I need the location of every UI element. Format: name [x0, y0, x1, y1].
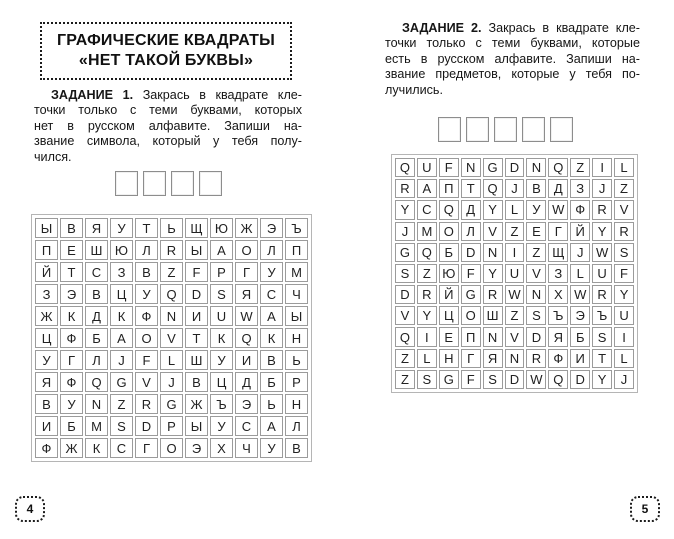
letter-cell: N	[505, 349, 525, 368]
letter-cell: J	[505, 179, 525, 198]
task2-line: звание предметов, которые у тебя по-	[385, 67, 640, 82]
letter-cell: П	[35, 240, 58, 260]
letter-cell: С	[110, 438, 133, 458]
task1-letter-grid	[31, 214, 312, 462]
letter-cell: Л	[135, 240, 158, 260]
letter-cell: Ж	[185, 394, 208, 414]
answer-box	[550, 117, 573, 142]
letter-cell: Ш	[483, 306, 503, 325]
letter-cell: Й	[439, 285, 459, 304]
letter-cell: J	[110, 350, 133, 370]
letter-cell: G	[461, 285, 481, 304]
letter-cell: З	[110, 262, 133, 282]
letter-cell: Т	[461, 179, 481, 198]
letter-cell: Г	[135, 438, 158, 458]
letter-cell: Z	[505, 306, 525, 325]
letter-cell: В	[260, 350, 283, 370]
letter-cell: К	[85, 438, 108, 458]
letter-cell: N	[461, 158, 481, 177]
letter-cell: Y	[395, 200, 415, 219]
letter-cell: В	[85, 284, 108, 304]
letter-cell: Ю	[210, 218, 233, 238]
letter-cell: Y	[592, 370, 612, 389]
letter-cell: Н	[439, 349, 459, 368]
letter-cell: U	[210, 306, 233, 326]
letter-cell: Ш	[85, 240, 108, 260]
letter-cell: Ж	[35, 306, 58, 326]
letter-cell: U	[592, 264, 612, 283]
letter-cell: О	[135, 328, 158, 348]
letter-cell: Э	[570, 306, 590, 325]
letter-cell: R	[526, 349, 546, 368]
letter-cell: N	[483, 327, 503, 346]
letter-cell: Э	[60, 284, 83, 304]
letter-cell: Z	[570, 158, 590, 177]
letter-cell: Д	[461, 200, 481, 219]
letter-cell: Q	[160, 284, 183, 304]
letter-cell: Q	[439, 200, 459, 219]
task1-line-rest: Закрась в квадрате кле-	[142, 88, 302, 102]
letter-cell: Е	[60, 240, 83, 260]
letter-cell: Ф	[60, 372, 83, 392]
letter-cell: S	[592, 327, 612, 346]
letter-cell: Я	[85, 218, 108, 238]
letter-cell: К	[60, 306, 83, 326]
letter-cell: Z	[614, 179, 634, 198]
letter-cell: Ы	[35, 218, 58, 238]
letter-cell: Г	[461, 349, 481, 368]
letter-cell: R	[614, 222, 634, 241]
letter-cell: Т	[592, 349, 612, 368]
letter-cell: Ф	[548, 349, 568, 368]
letter-cell: Щ	[185, 218, 208, 238]
letter-cell: Б	[60, 416, 83, 436]
letter-cell: Е	[526, 222, 546, 241]
letter-cell: S	[614, 243, 634, 262]
letter-cell: V	[483, 222, 503, 241]
letter-cell: Q	[417, 243, 437, 262]
letter-cell: D	[461, 243, 481, 262]
letter-cell: У	[35, 350, 58, 370]
letter-cell: А	[260, 306, 283, 326]
page-number-right: 5	[630, 496, 660, 522]
letter-cell: Я	[35, 372, 58, 392]
letter-cell: J	[614, 370, 634, 389]
letter-cell: Ы	[285, 306, 308, 326]
letter-cell: Н	[285, 328, 308, 348]
letter-cell: Р	[285, 372, 308, 392]
letter-cell: W	[526, 370, 546, 389]
letter-cell: И	[35, 416, 58, 436]
letter-cell: А	[260, 416, 283, 436]
letter-cell: R	[483, 285, 503, 304]
letter-cell: У	[260, 262, 283, 282]
letter-cell: В	[60, 218, 83, 238]
letter-cell: N	[526, 158, 546, 177]
letter-cell: С	[85, 262, 108, 282]
task2-line: лучились.	[385, 82, 443, 97]
letter-cell: П	[461, 327, 481, 346]
task2-label: ЗАДАНИЕ 2.	[402, 21, 482, 35]
letter-cell: I	[417, 327, 437, 346]
letter-cell: L	[417, 349, 437, 368]
letter-cell: У	[110, 218, 133, 238]
letter-cell: О	[235, 240, 258, 260]
task1-letter-grid-cells	[35, 218, 308, 458]
letter-cell: W	[505, 285, 525, 304]
letter-cell: У	[260, 438, 283, 458]
letter-cell: Z	[160, 262, 183, 282]
letter-cell: I	[614, 327, 634, 346]
letter-cell: R	[592, 285, 612, 304]
letter-cell: Q	[548, 370, 568, 389]
letter-cell: Х	[548, 285, 568, 304]
letter-cell: Т	[60, 262, 83, 282]
letter-cell: У	[210, 350, 233, 370]
letter-cell: Г	[548, 222, 568, 241]
letter-cell: M	[85, 416, 108, 436]
letter-cell: W	[592, 243, 612, 262]
letter-cell: F	[461, 264, 481, 283]
answer-box	[199, 171, 222, 196]
letter-cell: I	[505, 243, 525, 262]
letter-cell: N	[483, 243, 503, 262]
letter-cell: И	[185, 306, 208, 326]
task2-letter-grid	[391, 154, 638, 393]
letter-cell: Т	[135, 218, 158, 238]
task1-line: чился.	[34, 149, 72, 164]
letter-cell: Ч	[285, 284, 308, 304]
letter-cell: V	[160, 328, 183, 348]
letter-cell: V	[135, 372, 158, 392]
letter-cell: Q	[483, 179, 503, 198]
task1-label: ЗАДАНИЕ 1.	[51, 88, 134, 102]
letter-cell: I	[592, 158, 612, 177]
letter-cell: Р	[160, 416, 183, 436]
letter-cell: R	[135, 394, 158, 414]
letter-cell: Ъ	[285, 218, 308, 238]
letter-cell: Ь	[160, 218, 183, 238]
letter-cell: Э	[235, 394, 258, 414]
letter-cell: Я	[235, 284, 258, 304]
letter-cell: D	[505, 158, 525, 177]
letter-cell: З	[35, 284, 58, 304]
letter-cell: L	[614, 349, 634, 368]
task2-line: точки только с теми буквами, которые	[385, 36, 640, 51]
letter-cell: П	[439, 179, 459, 198]
letter-cell: Z	[110, 394, 133, 414]
letter-cell: S	[417, 370, 437, 389]
letter-cell: S	[395, 264, 415, 283]
letter-cell: С	[260, 284, 283, 304]
letter-cell: А	[417, 179, 437, 198]
letter-cell: Б	[570, 327, 590, 346]
task2-line	[385, 21, 640, 36]
letter-cell: Z	[395, 349, 415, 368]
letter-cell: W	[235, 306, 258, 326]
letter-cell: Х	[210, 438, 233, 458]
letter-cell: W	[570, 285, 590, 304]
letter-cell: В	[526, 179, 546, 198]
letter-cell: S	[210, 284, 233, 304]
letter-cell: J	[160, 372, 183, 392]
task2-letter-grid-cells	[395, 158, 634, 389]
letter-cell: V	[395, 306, 415, 325]
letter-cell: Я	[548, 327, 568, 346]
answer-box	[466, 117, 489, 142]
letter-cell: Y	[592, 222, 612, 241]
letter-cell: А	[110, 328, 133, 348]
letter-cell: О	[439, 222, 459, 241]
letter-cell: Ъ	[210, 394, 233, 414]
letter-cell: Ы	[185, 240, 208, 260]
letter-cell: J	[592, 179, 612, 198]
letter-cell: Д	[235, 372, 258, 392]
letter-cell: U	[417, 158, 437, 177]
task1-line	[34, 88, 302, 103]
letter-cell: Ф	[35, 438, 58, 458]
letter-cell: Y	[483, 264, 503, 283]
letter-cell: F	[185, 262, 208, 282]
letter-cell: У	[526, 200, 546, 219]
letter-cell: Ы	[185, 416, 208, 436]
answer-box	[438, 117, 461, 142]
letter-cell: Р	[210, 262, 233, 282]
letter-cell: F	[135, 350, 158, 370]
letter-cell: G	[160, 394, 183, 414]
letter-cell: N	[526, 285, 546, 304]
letter-cell: К	[210, 328, 233, 348]
letter-cell: V	[614, 200, 634, 219]
letter-cell: О	[461, 306, 481, 325]
letter-cell: L	[160, 350, 183, 370]
letter-cell: В	[285, 438, 308, 458]
letter-cell: З	[548, 264, 568, 283]
letter-cell: V	[505, 327, 525, 346]
letter-cell: W	[548, 200, 568, 219]
letter-cell: В	[135, 262, 158, 282]
letter-cell: D	[505, 370, 525, 389]
letter-cell: Л	[260, 240, 283, 260]
task2-line: есть в русском алфавите. Запиши на-	[385, 51, 640, 66]
letter-cell: Ю	[110, 240, 133, 260]
letter-cell: Ъ	[548, 306, 568, 325]
letter-cell: Щ	[548, 243, 568, 262]
title-box	[40, 22, 292, 80]
letter-cell: Э	[185, 438, 208, 458]
page-number-left: 4	[15, 496, 45, 522]
letter-cell: С	[417, 200, 437, 219]
letter-cell: D	[570, 370, 590, 389]
letter-cell: В	[185, 372, 208, 392]
letter-cell: Q	[395, 158, 415, 177]
letter-cell: Д	[85, 306, 108, 326]
letter-cell: L	[570, 264, 590, 283]
task1-answer-boxes	[0, 171, 337, 196]
letter-cell: F	[614, 264, 634, 283]
letter-cell: Z	[417, 264, 437, 283]
letter-cell: Ч	[235, 438, 258, 458]
task1-line: звание символа, который у тебя полу-	[34, 134, 302, 149]
letter-cell: К	[110, 306, 133, 326]
letter-cell: Ц	[439, 306, 459, 325]
letter-cell: D	[185, 284, 208, 304]
letter-cell: J	[570, 243, 590, 262]
letter-cell: Л	[285, 416, 308, 436]
answer-box	[522, 117, 545, 142]
letter-cell: Л	[85, 350, 108, 370]
letter-cell: Y	[614, 285, 634, 304]
letter-cell: V	[526, 264, 546, 283]
letter-cell: Ц	[210, 372, 233, 392]
letter-cell: Ц	[35, 328, 58, 348]
page-right	[337, 0, 674, 539]
letter-cell: N	[160, 306, 183, 326]
answer-box	[171, 171, 194, 196]
answer-box	[494, 117, 517, 142]
letter-cell: Ь	[260, 394, 283, 414]
letter-cell: Z	[395, 370, 415, 389]
letter-cell: У	[210, 416, 233, 436]
letter-cell: З	[570, 179, 590, 198]
title-line-2: «НЕТ ТАКОЙ БУКВЫ»	[78, 52, 254, 69]
letter-cell: И	[570, 349, 590, 368]
letter-cell: Y	[417, 306, 437, 325]
letter-cell: Я	[483, 349, 503, 368]
letter-cell: J	[395, 222, 415, 241]
letter-cell: R	[395, 179, 415, 198]
task2-line-rest: Закрась в квадрате кле-	[488, 21, 640, 35]
letter-cell: Ц	[110, 284, 133, 304]
letter-cell: D	[526, 327, 546, 346]
letter-cell: Ш	[185, 350, 208, 370]
letter-cell: Q	[548, 158, 568, 177]
letter-cell: Ж	[235, 218, 258, 238]
letter-cell: Е	[439, 327, 459, 346]
letter-cell: Ф	[570, 200, 590, 219]
letter-cell: Z	[505, 222, 525, 241]
letter-cell: S	[110, 416, 133, 436]
letter-cell: Q	[395, 327, 415, 346]
task2-answer-boxes	[337, 117, 674, 142]
letter-cell: U	[614, 306, 634, 325]
letter-cell: К	[260, 328, 283, 348]
letter-cell: Й	[35, 262, 58, 282]
letter-cell: N	[85, 394, 108, 414]
letter-cell: У	[135, 284, 158, 304]
letter-cell: Г	[60, 350, 83, 370]
task1-line: нет в русском алфавите. Запиши на-	[34, 118, 302, 133]
letter-cell: А	[210, 240, 233, 260]
letter-cell: М	[417, 222, 437, 241]
letter-cell: Б	[260, 372, 283, 392]
letter-cell: П	[285, 240, 308, 260]
letter-cell: Q	[235, 328, 258, 348]
letter-cell: G	[395, 243, 415, 262]
task1-text	[34, 88, 302, 165]
letter-cell: Н	[285, 394, 308, 414]
letter-cell: D	[135, 416, 158, 436]
letter-cell: Б	[439, 243, 459, 262]
answer-box	[115, 171, 138, 196]
letter-cell: Ю	[439, 264, 459, 283]
letter-cell: О	[160, 438, 183, 458]
letter-cell: L	[505, 200, 525, 219]
letter-cell: М	[285, 262, 308, 282]
letter-cell: Ф	[135, 306, 158, 326]
letter-cell: S	[526, 306, 546, 325]
letter-cell: R	[592, 200, 612, 219]
letter-cell: У	[60, 394, 83, 414]
letter-cell: Ь	[285, 350, 308, 370]
letter-cell: Д	[548, 179, 568, 198]
task1-line: точки только с теми буквами, которых	[34, 103, 302, 118]
letter-cell: Б	[85, 328, 108, 348]
letter-cell: R	[417, 285, 437, 304]
letter-cell: Z	[526, 243, 546, 262]
letter-cell: С	[235, 416, 258, 436]
letter-cell: L	[614, 158, 634, 177]
answer-box	[143, 171, 166, 196]
letter-cell: G	[110, 372, 133, 392]
letter-cell: D	[395, 285, 415, 304]
letter-cell: Й	[570, 222, 590, 241]
letter-cell: Т	[185, 328, 208, 348]
letter-cell: Л	[461, 222, 481, 241]
letter-cell: В	[35, 394, 58, 414]
task2-text	[385, 21, 640, 98]
letter-cell: S	[483, 370, 503, 389]
title-line-1: ГРАФИЧЕСКИЕ КВАДРАТЫ	[56, 32, 276, 49]
letter-cell: И	[235, 350, 258, 370]
letter-cell: G	[483, 158, 503, 177]
letter-cell: Ж	[60, 438, 83, 458]
letter-cell: Ъ	[592, 306, 612, 325]
letter-cell: Э	[260, 218, 283, 238]
letter-cell: F	[439, 158, 459, 177]
letter-cell: U	[505, 264, 525, 283]
letter-cell: Г	[235, 262, 258, 282]
letter-cell: R	[160, 240, 183, 260]
letter-cell: Y	[483, 200, 503, 219]
letter-cell: Q	[85, 372, 108, 392]
letter-cell: G	[439, 370, 459, 389]
letter-cell: Ф	[60, 328, 83, 348]
letter-cell: F	[461, 370, 481, 389]
